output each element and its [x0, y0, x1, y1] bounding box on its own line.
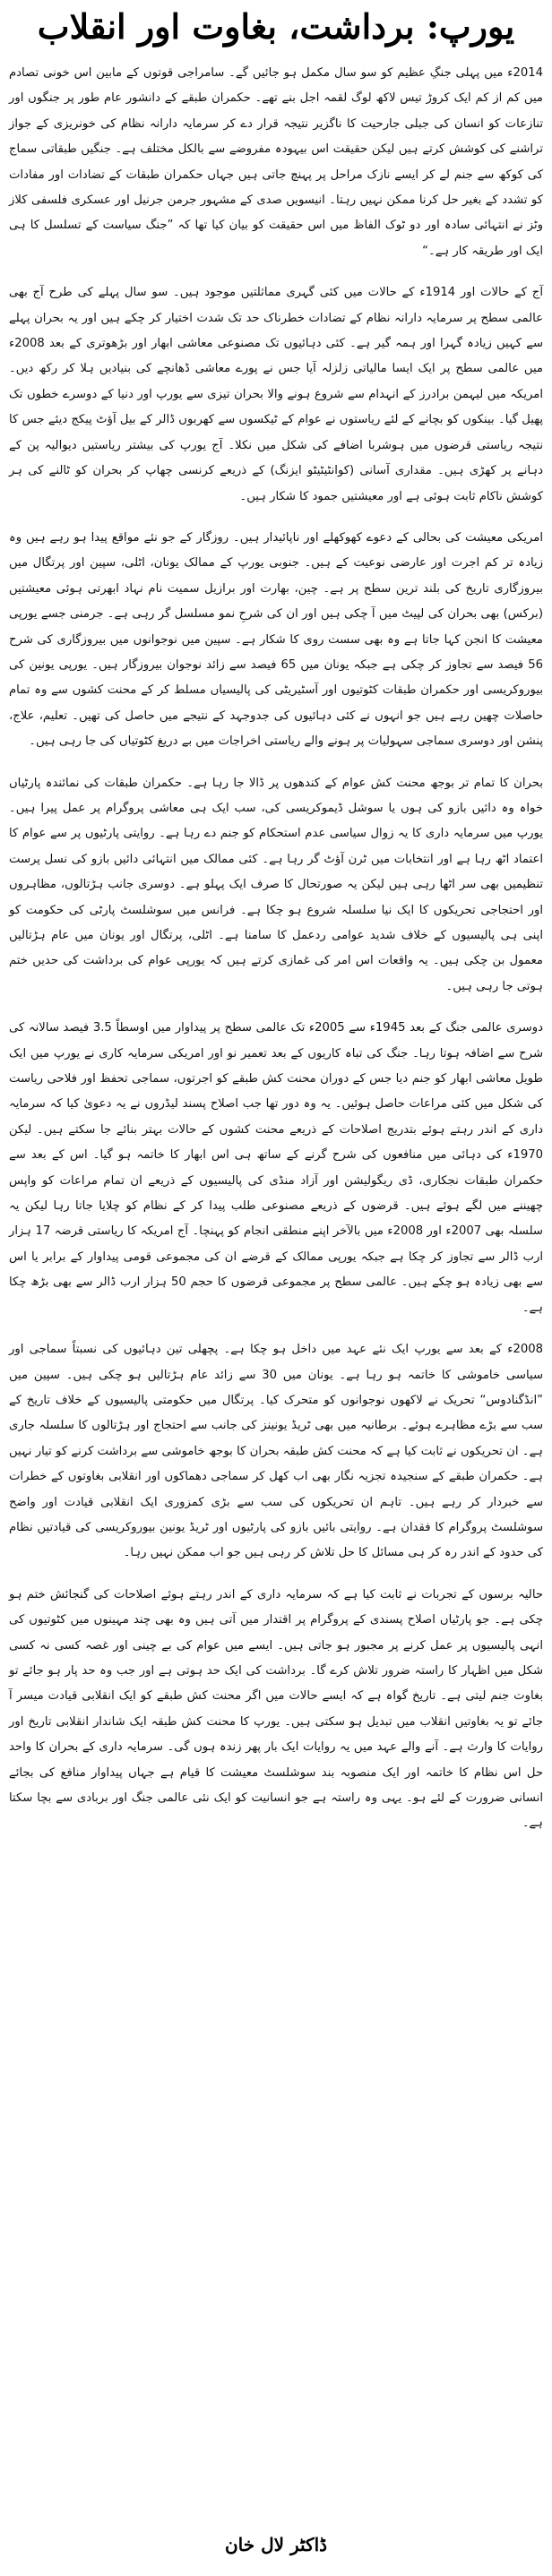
author-byline: ڈاکٹر لال خان [224, 2534, 328, 2555]
paragraph-5: دوسری عالمی جنگ کے بعد 1945ء سے 2005ء تک عالمی سطح پر پیداوار میں اوسطاً 3.5 فیصد سالانہ کی شرح سے اضافہ ہوتا رہا۔ جنگ کی تباہ کاریوں کے بعد تعمیر نو اور امریکی سرمایہ کاری نے یورپ میں ایک طویل معاشی ابھار کو جنم دیا جس کے دوران محنت کش طبقے کو اجرتوں، سماجی تحفظ اور فلاحی ریاست کی شکل میں کئی مراعات حاصل ہوئیں۔ یہ وہ دور تھا جب اصلاح پسند لیڈروں نے یہ دعویٰ کیا کہ سرمایہ داری کے اندر رہتے ہوئے بتدریج اصلاحات کے ذریعے محنت کشوں کے حالات بہتر بنائے جا سکتے ہیں۔ لیکن 1970ء کی دہائی میں منافعوں کی شرح گرنے کے ساتھ ہی اس ابھار کا خاتمہ ہو گیا۔ اس کے بعد سے حکمران طبقات نجکاری، ڈی ریگولیشن اور آزاد منڈی کی پالیسیوں کے ذریعے ان تمام مراعات کو واپس چھیننے میں لگے ہوئے ہیں۔ قرضوں کے ذریعے مصنوعی طلب پیدا کر کے نظام کو چلایا جاتا رہا لیکن یہ سلسلہ بھی 2007ء اور 2008ء میں بالآخر اپنے منطقی انجام کو پہنچا۔ آج امریکہ کا ریاستی قرضہ 17 ہزار ارب ڈالر سے تجاوز کر چکا ہے جبکہ یورپی ممالک کے قرضے ان کی مجموعی قومی پیداوار کے برابر یا اس سے بھی زیادہ ہو چکے ہیں۔ عالمی سطح پر مجموعی قرضوں کا حجم 50 ہزار ارب ڈالر سے بھی بڑھ چکا ہے۔ [9, 1021, 543, 1315]
article-headline: یورپ: برداشت، بغاوت اور انقلاب [37, 6, 515, 47]
article-body [9, 61, 543, 1837]
paragraph-7: حالیہ برسوں کے تجربات نے ثابت کیا ہے کہ سرمایہ داری کے اندر رہتے ہوئے اصلاحات کی گنجائش ختم ہو چکی ہے۔ جو پارٹیاں اصلاح پسندی کے پروگرام پر اقتدار میں آتی ہیں وہ بھی چند مہینوں میں کٹوتیوں کی انہی پالیسیوں پر عمل کرنے پر مجبور ہو جاتی ہیں۔ ایسے میں عوام کی بے چینی اور غصہ کسی نہ کسی شکل میں اظہار کا راستہ ضرور تلاش کرے گا۔ برداشت کی ایک حد ہوتی ہے اور جب وہ حد پار ہو جائے تو بغاوت جنم لیتی ہے۔ تاریخ گواہ ہے کہ ایسے حالات میں اگر محنت کش طبقے کو ایک انقلابی قیادت میسر آ جائے تو یہ بغاوتیں انقلاب میں تبدیل ہو سکتی ہیں۔ یورپ کا محنت کش طبقہ ایک شاندار انقلابی تاریخ اور روایات کا وارث ہے۔ آنے والے عہد میں یہ روایات ایک بار پھر زندہ ہوں گی۔ سرمایہ داری کے بحران کا واحد حل اس نظام کا خاتمہ اور ایک منصوبہ بند سوشلسٹ معیشت کا قیام ہے جہاں پیداوار منافع کی بجائے انسانی ضرورت کے لئے ہو۔ یہی وہ راستہ ہے جو انسانیت کو ایک نئی عالمی جنگ اور بربادی سے بچا سکتا ہے۔ [9, 1587, 543, 1831]
paragraph-3: امریکی معیشت کی بحالی کے دعوے کھوکھلے اور ناپائیدار ہیں۔ روزگار کے جو نئے مواقع پیدا ہو رہے ہیں وہ زیادہ تر کم اجرت اور عارضی نوعیت کے ہیں۔ جنوبی یورپ کے ممالک یونان، اٹلی، سپین اور پرتگال میں بیروزگاری تاریخ کی بلند ترین سطح پر ہے۔ چین، بھارت اور برازیل سمیت نام نہاد ابھرتی ہوئی معیشتیں (برکس) بھی بحران کی لپیٹ میں آ چکی ہیں اور ان کی شرحِ نمو مسلسل گر رہی ہے۔ جرمنی جسے یورپی معیشت کا انجن کہا جاتا ہے وہ بھی سست روی کا شکار ہے۔ سپین میں نوجوانوں میں بیروزگاری کی شرح 56 فیصد سے تجاوز کر چکی ہے جبکہ یونان میں 65 فیصد سے زائد نوجوان بیروزگار ہیں۔ یورپی یونین کی بیوروکریسی اور حکمران طبقات کٹوتیوں اور آسٹیریٹی کی پالیسیاں مسلط کر کے محنت کشوں سے وہ تمام حاصلات چھین رہے ہیں جو انہوں نے کئی دہائیوں کی جدوجہد کے نتیجے میں حاصل کی تھیں۔ تعلیم، علاج، پنشن اور دوسری سماجی سہولیات پر ہونے والے ریاستی اخراجات میں بے دریغ کٹوتیاں کی جا رہی ہیں۔ [9, 530, 543, 749]
paragraph-4: بحران کا تمام تر بوجھ محنت کش عوام کے کندھوں پر ڈالا جا رہا ہے۔ حکمران طبقات کی نمائندہ پارٹیاں خواہ وہ دائیں بازو کی ہوں یا سوشل ڈیموکریسی کی، سب ایک ہی معاشی پروگرام پر عمل پیرا ہیں۔ یورپ میں سرمایہ داری کا یہ زوال سیاسی عدم استحکام کو جنم دے رہا ہے۔ روایتی پارٹیوں پر سے عوام کا اعتماد اٹھ رہا ہے اور انتخابات میں ٹرن آؤٹ گر رہا ہے۔ کئی ممالک میں انتہائی دائیں بازو کی نسل پرست تنظیمیں بھی سر اٹھا رہی ہیں لیکن یہ صورتحال کا صرف ایک پہلو ہے۔ دوسری جانب ہڑتالوں، مظاہروں اور احتجاجی تحریکوں کا ایک نیا سلسلہ شروع ہو چکا ہے۔ فرانس میں سوشلسٹ پارٹی کی حکومت کو اپنی ہی پالیسیوں کے خلاف شدید عوامی ردعمل کا سامنا ہے۔ اٹلی، پرتگال اور یونان میں عام ہڑتالیں معمول بن چکی ہیں۔ یہ واقعات اس امر کی غمازی کرتے ہیں کہ یورپی عوام کی برداشت کی حدیں ختم ہوتی جا رہی ہیں۔ [9, 776, 543, 993]
paragraph-6: 2008ء کے بعد سے یورپ ایک نئے عہد میں داخل ہو چکا ہے۔ پچھلی تین دہائیوں کی نسبتاً سماجی اور سیاسی خاموشی کا خاتمہ ہو رہا ہے۔ یونان میں 30 سے زائد عام ہڑتالیں ہو چکی ہیں۔ سپین میں ”انڈگنادوس“ تحریک نے لاکھوں نوجوانوں کو متحرک کیا۔ پرتگال میں حکومتی پالیسیوں کے خلاف تاریخ کے سب سے بڑے مظاہرے ہوئے۔ برطانیہ میں بھی ٹریڈ یونینز کی جانب سے احتجاج اور ہڑتالوں کا سلسلہ جاری ہے۔ ان تحریکوں نے ثابت کیا ہے کہ محنت کش طبقہ بحران کا بوجھ خاموشی سے برداشت کرنے کو تیار نہیں ہے۔ حکمران طبقے کے سنجیدہ تجزیہ نگار بھی اب کھل کر سماجی دھماکوں اور انقلابی بغاوتوں کے خطرات سے خبردار کر رہے ہیں۔ تاہم ان تحریکوں کی سب سے بڑی کمزوری ایک انقلابی قیادت اور واضح سوشلسٹ پروگرام کا فقدان ہے۔ روایتی بائیں بازو کی پارٹیوں اور ٹریڈ یونین بیوروکریسی کی قیادتیں نظام کی حدود کے اندر رہ کر ہی مسائل کا حل تلاش کر رہی ہیں جو اب ممکن نہیں رہا۔ [9, 1343, 543, 1560]
paragraph-1: 2014ء میں پہلی جنگِ عظیم کو سو سال مکمل ہو جائیں گے۔ سامراجی قوتوں کے مابین اس خونی تصادم میں کم از کم ایک کروڑ تیس لاکھ لوگ لقمہ اجل بنے تھے۔ حکمران طبقے کے دانشور عام طور پر جنگوں اور تنازعات کو انسان کی جبلی جارحیت کا ناگزیر نتیجہ قرار دے کر سرمایہ دارانہ نظام کی خونریزی کے جواز تراشنے کی کوشش کرتے ہیں لیکن حقیقت اس بیہودہ مفروضے سے بالکل مختلف ہے۔ جنگیں طبقاتی سماج کی کوکھ سے جنم لے کر ایسے نازک مراحل پر پہنچ جاتی ہیں جہاں حکمران طبقات کے تضادات اور مفادات کو تشدد کے بغیر حل کرنا ممکن نہیں رہتا۔ انیسویں صدی کے مشہور جرمن جرنیل اور عسکری فلسفی کلاز وٹز نے انتہائی سادہ اور دو ٹوک الفاظ میں اس حقیقت کو بیان کیا تھا کہ ”جنگ سیاست کے تسلسل کا ہی ایک اور طریقہ کار ہے۔“ [9, 66, 543, 258]
paragraph-2: آج کے حالات اور 1914ء کے حالات میں کئی گہری مماثلتیں موجود ہیں۔ سو سال پہلے کی طرح آج بھی عالمی سطح پر سرمایہ دارانہ نظام کے تضادات خطرناک حد تک شدت اختیار کر چکے ہیں اور یہ بحران پہلے سے کہیں زیادہ گہرا اور ہمہ گیر ہے۔ کئی دہائیوں تک مصنوعی معاشی ابھار اور بڑھوتری کے بعد 2008ء میں عالمی سطح پر ایک ایسا مالیاتی زلزلہ آیا جس نے پورے معاشی ڈھانچے کی بنیادیں ہلا کر رکھ دیں۔ امریکہ میں لیہمن برادرز کے انہدام سے شروع ہونے والا بحران تیزی سے یورپ اور دنیا کے دوسرے خطوں تک پھیل گیا۔ بینکوں کو بچانے کے لئے ریاستوں نے عوام کے ٹیکسوں سے کھربوں ڈالر کے بیل آؤٹ پیکج دیئے جس کا نتیجہ ریاستی قرضوں میں ہوشربا اضافے کی شکل میں نکلا۔ آج یورپ کی بیشتر ریاستیں دیوالیہ پن کے دہانے پر کھڑی ہیں۔ مقداری آسانی (کوانٹیٹیٹو ایزنگ) کے ذریعے کرنسی چھاپ کر بحران کو ٹالنے کی ہر کوشش ناکام ثابت ہوئی ہے اور معیشتیں جمود کا شکار ہیں۔ [9, 286, 543, 503]
